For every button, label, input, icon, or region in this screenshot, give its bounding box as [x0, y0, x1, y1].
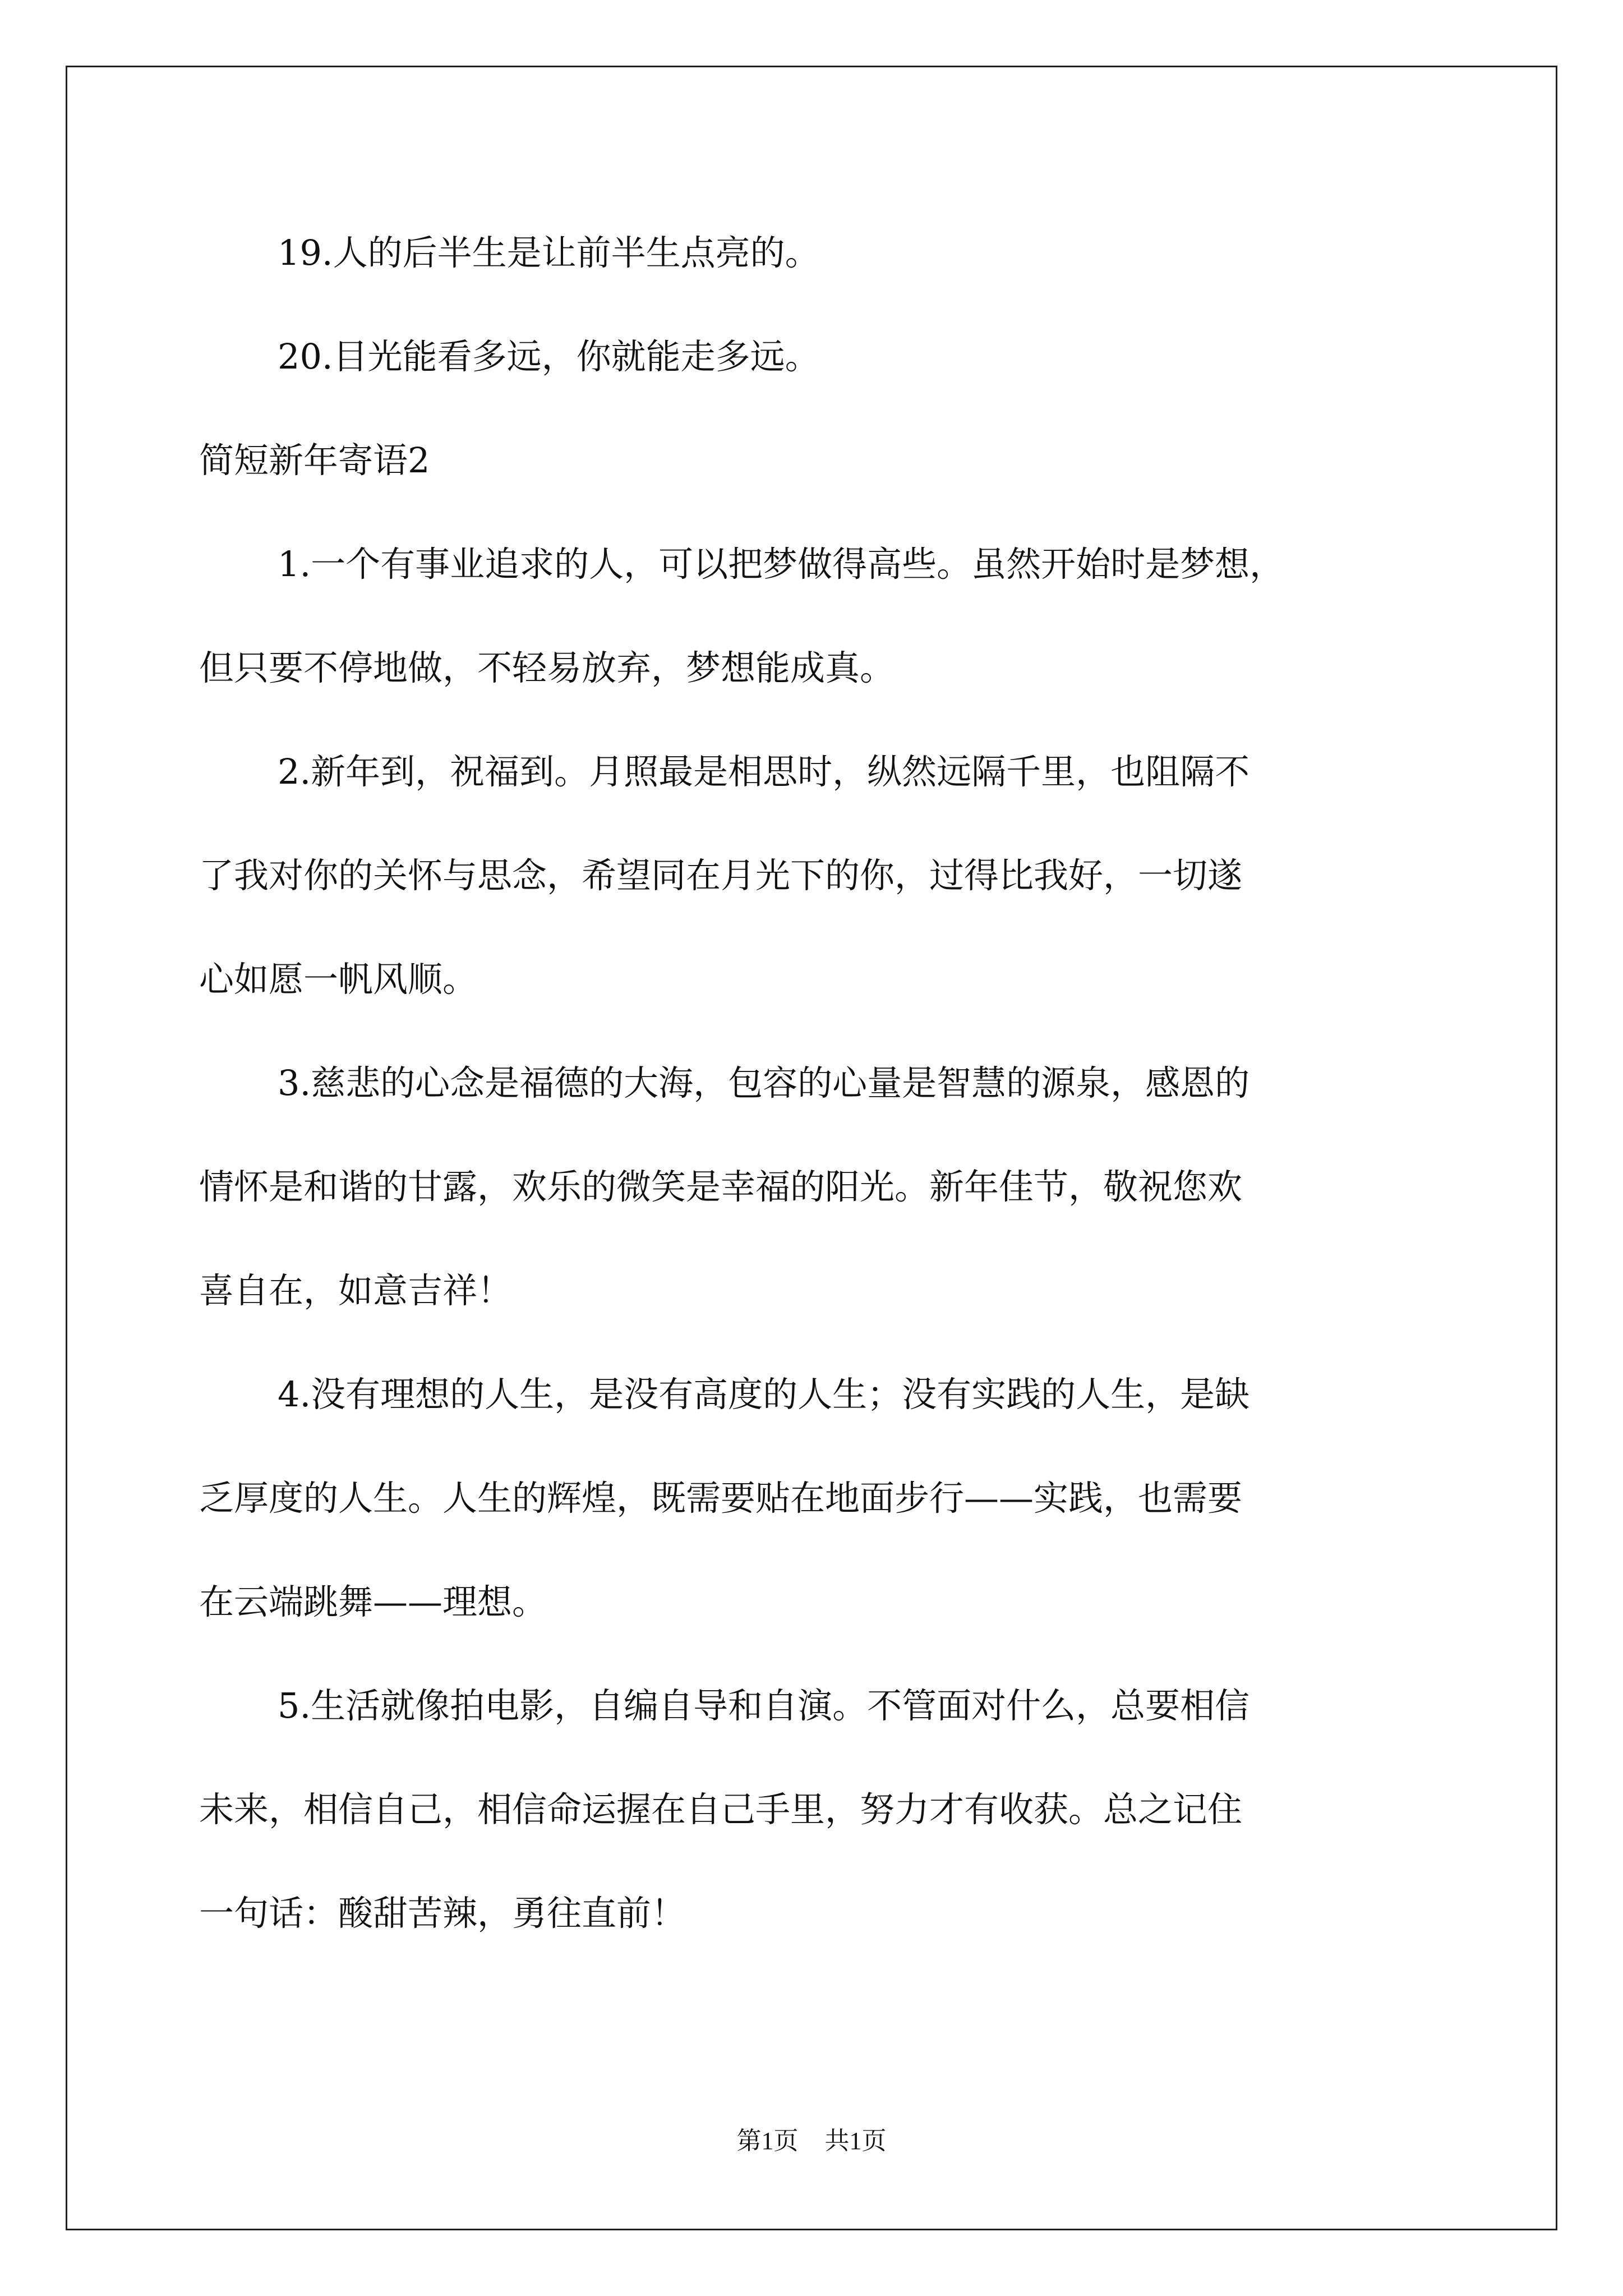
paragraph-1-line-2: 但只要不停地做，不轻易放弃，梦想能成真。 [199, 647, 895, 688]
paragraph-5-line-2: 未来，相信自己，相信命运握在自己手里，努力才有收获。总之记住 [199, 1789, 1243, 1830]
paragraph-3-line-2: 情怀是和谐的甘露，欢乐的微笑是幸福的阳光。新年佳节，敬祝您欢 [199, 1166, 1243, 1207]
paragraph-3-line-3: 喜自在，如意吉祥！ [199, 1270, 513, 1311]
paragraph-2-line-3: 心如愿一帆风顺。 [199, 959, 478, 1000]
paragraph-2-line-2: 了我对你的关怀与思念，希望同在月光下的你，过得比我好，一切遂 [199, 855, 1243, 896]
paragraph-5-line-1: 5.生活就像拍电影，自编自导和自演。不管面对什么，总要相信 [278, 1685, 1250, 1726]
paragraph-19: 19.人的后半生是让前半生点亮的。 [278, 232, 820, 273]
paragraph-1-line-1: 1.一个有事业追求的人，可以把梦做得高些。虽然开始时是梦想， [278, 544, 1285, 585]
page-number-total: 共1页 [824, 2127, 887, 2155]
paragraph-20: 20.目光能看多远，你就能走多远。 [278, 336, 820, 377]
paragraph-4-line-1: 4.没有理想的人生，是没有高度的人生；没有实践的人生，是缺 [278, 1374, 1250, 1415]
paragraph-5-line-3: 一句话：酸甜苦辣，勇往直前！ [199, 1893, 686, 1934]
paragraph-3-line-1: 3.慈悲的心念是福德的大海，包容的心量是智慧的源泉，感恩的 [278, 1062, 1250, 1103]
page-number-current: 第1页 [736, 2127, 799, 2155]
paragraph-2-line-1: 2.新年到，祝福到。月照最是相思时，纵然远隔千里，也阻隔不 [278, 751, 1250, 792]
page-footer [0, 2129, 1623, 2154]
paragraph-4-line-2: 乏厚度的人生。人生的辉煌，既需要贴在地面步行——实践，也需要 [199, 1478, 1243, 1519]
section-heading: 简短新年寄语2 [199, 440, 430, 481]
paragraph-4-line-3: 在云端跳舞——理想。 [199, 1581, 547, 1622]
